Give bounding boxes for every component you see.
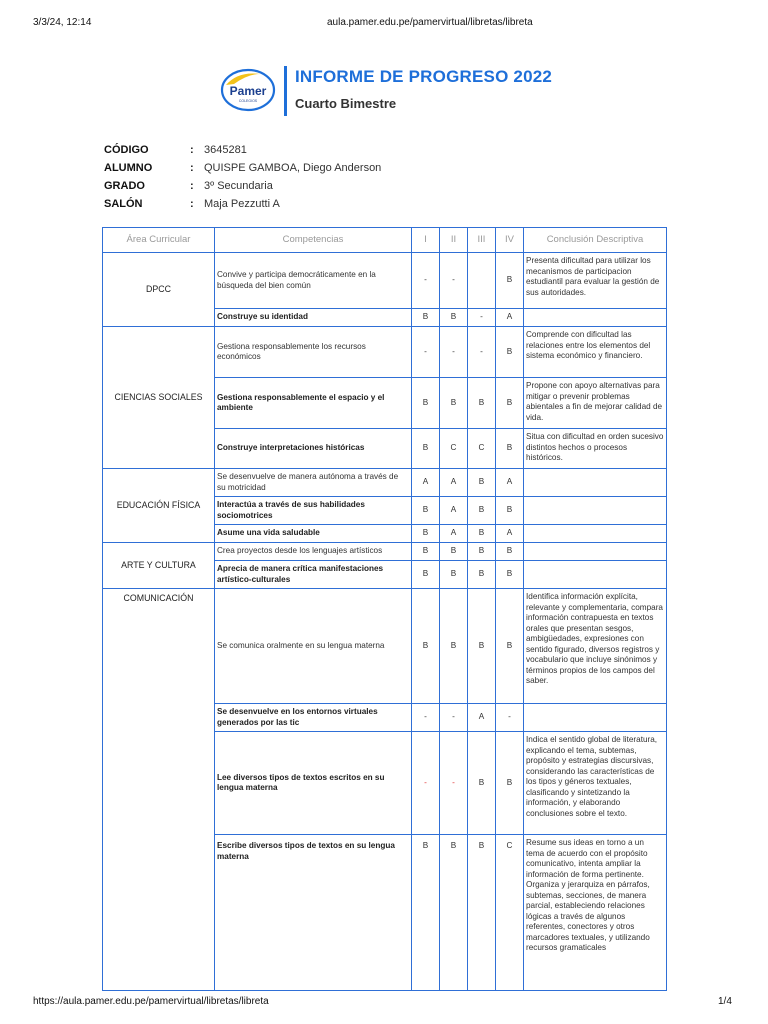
grade-cell: - — [412, 704, 440, 732]
grade-cell: B — [412, 497, 440, 525]
header-period-1: I — [412, 228, 440, 253]
conclusion-cell: Comprende con dificultad las relaciones entre los elementos del sistema económico y financiero. — [524, 327, 667, 378]
conclusion-cell — [524, 704, 667, 732]
info-value: 3º Secundaria — [204, 180, 273, 192]
grade-cell: B — [496, 253, 524, 309]
info-label: ALUMNO — [104, 162, 153, 174]
info-label: CÓDIGO — [104, 144, 149, 156]
grade-cell: B — [412, 429, 440, 469]
conclusion-cell — [524, 561, 667, 589]
logo-subtext: COLEGIOS — [238, 99, 258, 103]
grade-cell: B — [468, 469, 496, 497]
competency-cell: Se desenvuelve en los entornos virtuales generados por las tic — [215, 704, 412, 732]
grade-cell: B — [496, 429, 524, 469]
grade-cell: A — [496, 469, 524, 497]
grade-cell: - — [440, 704, 468, 732]
pamer-logo — [220, 68, 276, 112]
header-period-4: IV — [496, 228, 524, 253]
grade-cell: B — [468, 732, 496, 835]
grade-cell: B — [496, 378, 524, 429]
grade-cell: C — [440, 429, 468, 469]
grade-cell: B — [496, 732, 524, 835]
area-cell: CIENCIAS SOCIALES — [103, 327, 215, 469]
info-value: 3645281 — [204, 144, 247, 156]
area-cell: DPCC — [103, 253, 215, 327]
competency-cell: Construye su identidad — [215, 309, 412, 327]
grade-cell: B — [440, 589, 468, 704]
grade-cell: B — [496, 543, 524, 561]
table-header-row — [103, 228, 667, 253]
competency-cell: Escribe diversos tipos de textos en su lengua materna — [215, 835, 412, 991]
competency-cell: Convive y participa democráticamente en la búsqueda del bien común — [215, 253, 412, 309]
competency-cell: Se comunica oralmente en su lengua materna — [215, 589, 412, 704]
title-divider — [284, 66, 287, 116]
grade-cell: B — [468, 835, 496, 991]
conclusion-cell — [524, 309, 667, 327]
grade-cell: B — [412, 543, 440, 561]
print-datetime: 3/3/24, 12:14 — [33, 17, 92, 28]
competency-cell: Crea proyectos desde los lenguajes artísticos — [215, 543, 412, 561]
table-row — [103, 543, 667, 561]
area-cell: COMUNICACIÓN — [103, 589, 215, 991]
grade-cell: A — [496, 309, 524, 327]
header-period-2: II — [440, 228, 468, 253]
grade-cell: B — [412, 561, 440, 589]
info-label: SALÓN — [104, 198, 143, 210]
conclusion-cell — [524, 469, 667, 497]
grade-cell: B — [468, 561, 496, 589]
grade-cell: B — [496, 561, 524, 589]
competency-cell: Lee diversos tipos de textos escritos en su lengua materna — [215, 732, 412, 835]
grade-cell: B — [440, 309, 468, 327]
conclusion-cell: Indica el sentido global de literatura, explicando el tema, subtemas, propósito y estrategias discursivas, considerando las características de los tipos y géneros textuales, clasificando y sintetizando la información, y elaborando conclusiones sobre el texto. — [524, 732, 667, 835]
competency-cell: Interactúa a través de sus habilidades sociomotrices — [215, 497, 412, 525]
conclusion-cell: Situa con dificultad en orden sucesivo distintos hechos o procesos históricos. — [524, 429, 667, 469]
conclusion-cell: Propone con apoyo alternativas para mitigar o prevenir problemas abientales a fin de mejorar calidad de vida. — [524, 378, 667, 429]
grade-cell: B — [440, 835, 468, 991]
grade-cell: - — [412, 327, 440, 378]
grade-cell: - — [468, 309, 496, 327]
grades-table — [102, 227, 667, 991]
grade-cell — [468, 253, 496, 309]
header-area: Área Curricular — [103, 228, 215, 253]
grade-cell: - — [496, 704, 524, 732]
grade-cell: A — [468, 704, 496, 732]
conclusion-cell: Presenta dificultad para utilizar los mecanismos de participacion estudiantil para evaluar la gestión de sus autoridades. — [524, 253, 667, 309]
grade-cell: B — [440, 378, 468, 429]
grade-cell: B — [468, 525, 496, 543]
area-cell: ARTE Y CULTURA — [103, 543, 215, 589]
grade-cell: A — [440, 497, 468, 525]
grade-cell: B — [496, 497, 524, 525]
report-subtitle: Cuarto Bimestre — [295, 96, 397, 111]
header-period-3: III — [468, 228, 496, 253]
grade-cell: B — [496, 589, 524, 704]
grade-cell: B — [468, 589, 496, 704]
grade-cell: A — [440, 469, 468, 497]
report-title: INFORME DE PROGRESO 2022 — [295, 67, 553, 86]
competency-cell: Gestiona responsablemente el espacio y el ambiente — [215, 378, 412, 429]
grade-cell: A — [412, 469, 440, 497]
grade-cell: B — [412, 589, 440, 704]
grade-cell: B — [440, 543, 468, 561]
grade-cell: - — [440, 732, 468, 835]
grade-cell: - — [468, 327, 496, 378]
table-row — [103, 327, 667, 378]
conclusion-cell — [524, 525, 667, 543]
conclusion-cell: Identifica información explícita, relevante y complementaria, compara información contrapuesta en textos orales que presentan sesgos, ambigüedades, expresiones con sentido figurado, diversos registros y vocabulario que incluye sinónimos y términos propios de los campos del saber. — [524, 589, 667, 704]
grade-cell: A — [440, 525, 468, 543]
grade-cell: B — [496, 327, 524, 378]
grade-cell: C — [496, 835, 524, 991]
grade-cell: - — [440, 327, 468, 378]
grade-cell: B — [412, 525, 440, 543]
table-row — [103, 253, 667, 309]
grade-cell: - — [412, 253, 440, 309]
info-label: GRADO — [104, 180, 145, 192]
grade-cell: B — [412, 378, 440, 429]
grade-cell: B — [468, 543, 496, 561]
grade-cell: B — [468, 497, 496, 525]
grade-cell: A — [496, 525, 524, 543]
grade-cell: B — [440, 561, 468, 589]
competency-cell: Gestiona responsablemente los recursos económicos — [215, 327, 412, 378]
competency-cell: Construye interpretaciones históricas — [215, 429, 412, 469]
conclusion-cell — [524, 497, 667, 525]
competency-cell: Asume una vida saludable — [215, 525, 412, 543]
print-url: https://aula.pamer.edu.pe/pamervirtual/libretas/libreta — [33, 996, 269, 1007]
print-page-count: 1/4 — [718, 996, 732, 1007]
header-conclusion: Conclusión Descriptiva — [524, 228, 667, 253]
grade-cell: B — [468, 378, 496, 429]
grade-cell: - — [412, 732, 440, 835]
grade-cell: B — [412, 309, 440, 327]
header-competencias: Competencias — [215, 228, 412, 253]
print-page-title: aula.pamer.edu.pe/pamervirtual/libretas/libreta — [327, 17, 533, 28]
area-cell: EDUCACIÓN FÍSICA — [103, 469, 215, 543]
table-row — [103, 589, 667, 704]
conclusion-cell — [524, 543, 667, 561]
grade-cell: C — [468, 429, 496, 469]
logo-text: Pamer — [229, 84, 267, 98]
info-value: QUISPE GAMBOA, Diego Anderson — [204, 162, 382, 174]
table-row — [103, 469, 667, 497]
grade-cell: B — [412, 835, 440, 991]
grade-cell: - — [440, 253, 468, 309]
competency-cell: Se desenvuelve de manera autónoma a través de su motricidad — [215, 469, 412, 497]
info-value: Maja Pezzutti A — [204, 198, 280, 210]
conclusion-cell: Resume sus ideas en torno a un tema de acuerdo con el propósito comunicativo, intenta ampliar la información de forma pertinente. Organiza y jerarquiza en párrafos, subtemas, secciones, de manera parcial, estableciendo relaciones lógicas a través de algunos referentes, conectores y otros marcadores textuales, y utilizando recursos gramaticales — [524, 835, 667, 991]
competency-cell: Aprecia de manera crítica manifestaciones artístico-culturales — [215, 561, 412, 589]
